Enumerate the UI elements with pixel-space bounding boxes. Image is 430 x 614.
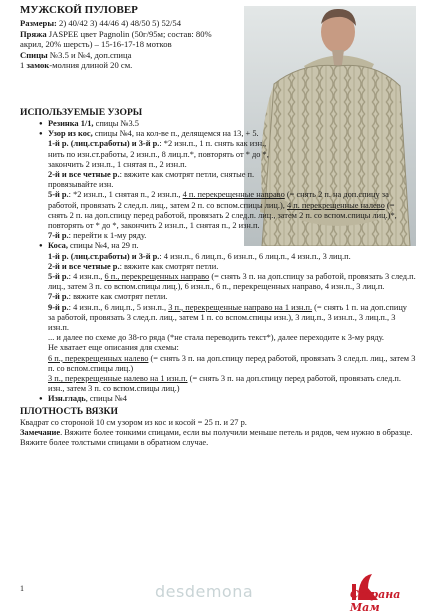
cable-row-2-label: 2-й и все четные р. [48, 261, 120, 271]
cable-row-5-label: 5-й р. [48, 272, 69, 282]
missing-item-1-term: 6 п., перекрещенных налево [48, 353, 149, 363]
gauge-heading: ПЛОТНОСТЬ ВЯЗКИ [20, 405, 118, 417]
missing-item-2-text: (= снять 3 п. на доп.спицу перед работой, провязать след.п. изн., затем 3 п. со вспом.спицы лиц.) [48, 374, 401, 394]
instructions [20, 106, 416, 448]
braid-item [20, 129, 274, 139]
rib-value: спицы №3.5 [93, 119, 139, 128]
braid-row-7-label: 7-й р. [48, 231, 69, 241]
cable-row-5-term: 6 п., перекрещенных направо [104, 272, 210, 282]
cable-row-1-label: 1-й р. (лиц.ст.работы) и 3-й р. [48, 251, 160, 261]
braid-row-2-text: : вяжите как смотрят петли, снятые п. провязывайте изн. [48, 170, 255, 190]
needles-value: №3.5 и №4, доп.спица [47, 49, 132, 60]
header-block [20, 4, 235, 71]
gauge-text: Квадрат со стороной 10 см узором из кос и косой = 25 п. и 27 р. [20, 417, 247, 427]
needles-line [20, 50, 235, 61]
cable-value: спицы №4, на 29 п. [67, 241, 139, 251]
cable-row-1 [20, 252, 416, 262]
braid-row-5-label: 5-й р. [48, 190, 69, 200]
braid-row-5-term-1: 4 п. перекрещенные направо [182, 190, 285, 200]
cable-row-5-text-a: : 4 изн.п., [68, 272, 105, 282]
cable-row-9-term: 3 п., перекрещенные направо на 1 изн.п. [168, 302, 313, 312]
braid-row-5 [20, 190, 416, 231]
missing-item-2-term: 3 п., перекрещенные налево на 1 изн.п. [48, 374, 188, 384]
note [20, 428, 416, 448]
missing-title: Не хватает еще описания для схемы: [48, 343, 179, 353]
sizes-line [20, 18, 235, 29]
rib-label: Резинка 1/1, [48, 119, 94, 128]
braid-row-1-label: 1-й р. (лиц.ст.работы) и 3-й р. [48, 139, 160, 149]
sizes-label: Размеры: [20, 18, 57, 28]
braid-label: Узор из кос, [48, 129, 93, 139]
braid-row-5-term-2: 4 п. перекрещенные налево [286, 200, 385, 210]
missing-item-1 [20, 354, 416, 374]
note-label: Замечание [20, 427, 61, 437]
braid-row-7-text: : перейти к 1-му ряду. [68, 231, 147, 241]
braid-value: спицы №4, на кол-ве п., делящемся на 13, + 5. [92, 129, 259, 139]
cable-item [20, 241, 416, 251]
stockinette-item [20, 394, 416, 404]
cable-row-9 [20, 303, 416, 334]
page-title: МУЖСКОЙ ПУЛОВЕР [20, 4, 138, 16]
watermark: desdemona [155, 582, 254, 601]
cable-label: Коса, [48, 241, 68, 251]
missing-item-2 [20, 374, 416, 394]
zipper-value: -молния длиной 20 см. [49, 60, 133, 71]
braid-row-7 [20, 231, 416, 241]
zipper-line [20, 60, 235, 71]
needles-label: Спицы [20, 49, 48, 60]
note-text: . Вяжите более тонкими спицами, если вы получили меньше петель и рядов, чем нужно в образце. Вяжите более толстыми спицами в обратном случае. [20, 427, 413, 448]
cable-row-2-text: : вяжите как смотрят петли. [119, 261, 219, 271]
cable-more: ... и далее по схеме до 38-го ряда (*не стала переводить текст*), далее переходите к 3-му ряду. [48, 333, 385, 343]
missing-item-1-text: (= снять 3 п. на доп.спицу перед работой, провязать 3 след.п. лиц., затем 3 п. со вспом.спицы лиц.) [48, 353, 416, 373]
patterns-heading: ИСПОЛЬЗУЕМЫЕ УЗОРЫ [20, 107, 143, 118]
stockinette-value: , спицы №4 [85, 394, 127, 404]
stockinette-label: Изн.гладь [48, 394, 86, 404]
cable-row-7 [20, 292, 416, 302]
yarn-value: JASPEE цвет Pagnolin (50г/95м; состав: 80% акрил, 20% шерсть) – 15-16-17-18 мотков [20, 28, 212, 50]
cable-row-9-label: 9-й р. [48, 302, 69, 312]
braid-row-2-label: 2-й и все четные р. [48, 170, 120, 180]
cable-row-5 [20, 272, 416, 292]
braid-row-2 [20, 170, 274, 190]
zipper-prefix: 1 [20, 60, 27, 71]
cable-row-7-label: 7-й р. [48, 292, 69, 302]
cable-row-5-text-b: (= снять 3 п. на доп.спицу за работой, провязать 3 след.п. лиц., затем 3 п. со вспом.спицы лиц.), 6 изн.п., 6 п., перекрещенных направо, 4 изн.п., 3 лиц.п. [48, 272, 416, 292]
page-number: 1 [20, 584, 24, 593]
cable-row-2 [20, 262, 416, 272]
cable-row-9-text-b: (= снять 1 п. на доп.спицу за работой, провязать 3 след.п. лиц., затем 1 п. со вспом.спицы изн.), 3 лиц.п., 3 изн.п., 3 лиц.п., 3 изн.п. [48, 302, 407, 333]
braid-row-5-text-b: (= снять 2 п. на доп.спицу за работой, провязать 2 след.п. лиц., затем 2 п. со вспом.спицы лиц.), [48, 190, 389, 210]
braid-row-5-text-a: : *2 изн.п., 1 снятая п., 2 изн.п., [68, 190, 183, 200]
rib-item [20, 119, 274, 129]
yarn-line [20, 29, 235, 50]
cable-row-1-text: : 4 изн.п., 6 лиц.п., 6 изн.п., 6 лиц.п., 4 изн.п., 3 лиц.п. [159, 251, 351, 261]
sizes-value: 2) 40/42 3) 44/46 4) 48/50 5) 52/54 [56, 18, 182, 28]
braid-row-1 [20, 139, 274, 170]
braid-row-5-text-c: (= снять 2 п. на доп.спицу перед работой, провязать 2 след.п. лиц., затем 2 п. со вспом.спицы лиц.)*, повторять от * до *, закончить 2 изн.п., 1 снятая п., 2 изн.п. [48, 200, 397, 231]
zipper-label: замок [26, 60, 50, 71]
cable-row-7-text: : вяжите как смотрят петли. [68, 292, 168, 302]
yarn-label: Пряжа [20, 28, 47, 39]
logo-text: Страна Мам [350, 588, 401, 614]
braid-row-1-text: : *2 изн.п., 1 п. снять как изн., нить по изн.ст.работы, 2 изн.п., 8 лиц.п.*, повторять от * до *, закончить 2 изн.п., 1 снятая п., 2 изн.п. [48, 139, 269, 169]
cable-row-9-text-a: : 4 изн.п., 6 лиц.п., 5 изн.п., [68, 302, 169, 312]
